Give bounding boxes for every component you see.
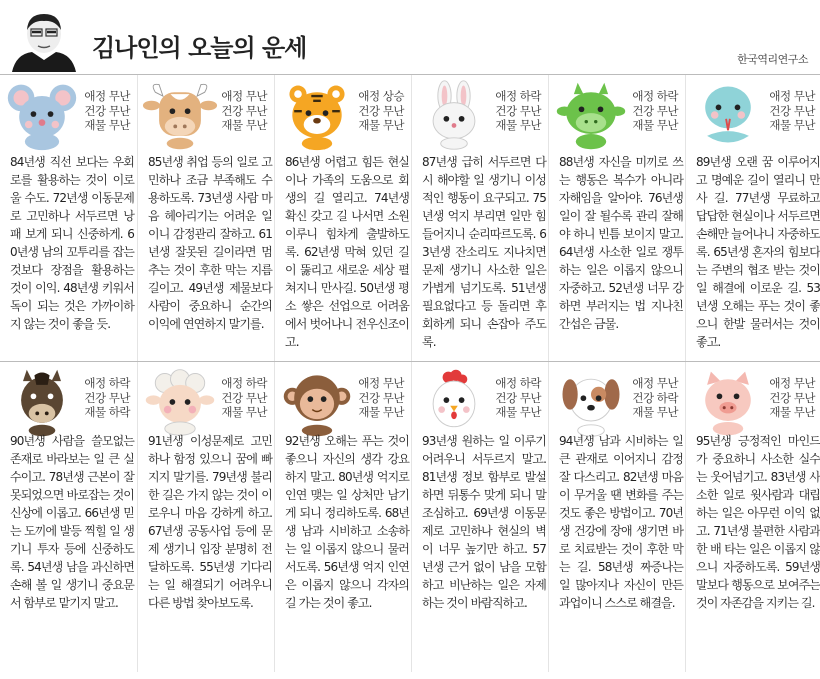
health-fortune: 건강 무난 [632,103,678,118]
fortune-text: 86년생 어렵고 힘든 현실이나 가족의 도움으로 회생의 길 열리고. 74년생 확신 갖고 길 나서면 소원 이루니 힘차게 출발하도록. 62년생 막혀 있던 길이 뚫리고 새로운 세상 펼쳐지니 만사길. 50년생 평소 쌓은 선업으로 어려움에서 벗어나니 전우신조이고. [285,155,409,349]
pig-icon [690,366,766,438]
love-fortune: 애정 무난 [221,89,267,103]
zodiac-cell-monkey [274,362,410,672]
page-title: 김나인의 오늘의 운세 [92,34,307,62]
tiger-icon [279,79,355,151]
zodiac-cell-horse [0,362,136,672]
fortune-summary [632,89,678,133]
zodiac-cell-dragon [548,75,684,361]
fortune-text: 87년생 급히 서두르면 다시 해야할 일 생기니 이성적인 행동이 요구되고. 75년생 억지 부리면 일만 힘들어지니 순리따르도록. 63년생 잔소리도 지나치면 문제 생기니 사소한 일은 가볍게 넘기도록. 51년생 필요없다고 등 돌리면 후회하게 되니 손잡아 주도록. [422,155,546,349]
zodiac-cell-rooster [411,362,547,672]
love-fortune: 애정 하락 [221,376,267,390]
fortune-text: 89년생 오랜 꿈 이루어지고 명예운 길이 열리니 만사 길. 77년생 무료하고 답답한 현실이나 서두르면 손해만 늘어나니 자중하도록. 65년생 혼자의 힘보다는 주변의 협조 받는 것이 일 해결에 이로운 길. 53년생 오해는 푸는 것이 좋으니 한발 물러서는 것이 좋고. [696,155,820,349]
fortune-text: 95년생 긍정적인 마인드가 중요하니 사소한 실수는 웃어넘기고. 83년생 사소한 일로 윗사람과 대립하는 일은 아무런 이익 없고. 71년생 불편한 사람과 한 배 타는 일은 이롭지 않으니 자중하도록. 59년생 말보다 행동으로 보여주는 것이 자존감을 지키는 길. [696,434,820,610]
health-fortune: 건강 무난 [495,390,541,405]
fortune-text: 94년생 남과 시비하는 일 큰 관재로 이어지니 감정 잘 다스리고. 82년생 마음이 무거울 땐 변화를 주는 것도 좋은 방법이고. 70년생 건강에 장애 생기면 바로 치료받는 것이 후한 막는 길. 58년생 짜증나는 일 많아지나 자신이 만든 과업이니 스스로 해결을. [559,434,683,610]
zodiac-cell-rat [0,75,136,361]
wealth-fortune: 재물 무난 [221,405,267,419]
love-fortune: 애정 하락 [495,89,541,103]
fortune-text: 93년생 원하는 일 이루기 어려우니 서두르지 말고. 81년생 정보 함부로 발설하면 뒤통수 맞게 되니 말조심하고. 69년생 이동문제로 고민하나 현실의 벽이 너무 높기만 하고. 57년생 근거 없이 남을 모함하고 비난하는 일은 자제하는 것이 바람직하고. [422,434,546,610]
wealth-fortune: 재물 무난 [84,118,130,132]
health-fortune: 건강 무난 [495,103,541,118]
wealth-fortune: 재물 무난 [769,405,815,419]
fortune-summary [221,376,267,420]
zodiac-cell-ox [137,75,273,361]
wealth-fortune: 재물 무난 [358,405,404,419]
fortune-text: 92년생 오해는 푸는 것이 좋으니 자신의 생각 강요하지 말고. 80년생 억지로 인연 맺는 일 상처만 남기게 되니 정리하도록. 68년생 남과 시비하고 소송하는 일 이롭지 않으니 물러서도록. 56년생 억지 인연은 이롭지 않으니 각자의 길 가는 것이 좋고. [285,434,409,610]
love-fortune: 애정 무난 [769,89,815,103]
columnist-portrait [8,8,80,72]
zodiac-cell-rabbit [411,75,547,361]
fortune-summary [84,376,130,420]
horse-icon [4,366,80,438]
wealth-fortune: 재물 무난 [632,405,678,419]
health-fortune: 건강 무난 [221,103,267,118]
fortune-summary [358,89,404,133]
fortune-text: 88년생 자신을 미끼로 쓰는 행동은 복수가 아니라 자해임을 알아야. 76년생 일이 잘 될수록 관리 잘해야 하니 빈틈 보이지 말고. 64년생 사소한 일로 쟁투하는 일은 이롭지 않으니 자중하고. 52년생 너무 강하면 부러지는 법 지나친 간섭은 금물. [559,155,683,331]
fortune-summary [632,376,678,420]
wealth-fortune: 재물 무난 [769,118,815,132]
fortune-summary [495,89,541,133]
love-fortune: 애정 무난 [769,376,815,390]
fortune-summary [221,89,267,133]
zodiac-cell-tiger [274,75,410,361]
zodiac-row-2 [0,362,820,672]
love-fortune: 애정 하락 [84,376,130,390]
fortune-summary [84,89,130,133]
monkey-icon [279,366,355,438]
love-fortune: 애정 상승 [358,89,404,103]
sheep-icon [142,366,218,438]
fortune-summary [769,89,815,133]
dog-icon [553,366,629,438]
rat-icon [4,79,80,151]
rabbit-icon [416,79,492,151]
wealth-fortune: 재물 무난 [632,118,678,132]
health-fortune: 건강 무난 [84,103,130,118]
wealth-fortune: 재물 무난 [358,118,404,132]
love-fortune: 애정 무난 [358,376,404,390]
health-fortune: 건강 무난 [769,390,815,405]
wealth-fortune: 재물 하락 [84,405,130,419]
zodiac-cell-pig [685,362,820,672]
rooster-icon [416,366,492,438]
snake-icon [690,79,766,151]
fortune-text: 85년생 취업 등의 일로 고민하나 조금 부족해도 수용하도록. 73년생 사람 마음 헤아리기는 어려운 일이니 감정관리 잘하고. 61년생 잘못된 길이라면 멈추는 것이 후한 막는 지름길이고. 49년생 제물보다 사람이 중요하니 순간의 이익에 연연하지 말기를. [148,155,272,331]
love-fortune: 애정 무난 [84,89,130,103]
fortune-summary [358,376,404,420]
health-fortune: 건강 무난 [358,390,404,405]
dragon-icon [553,79,629,151]
zodiac-cell-snake [685,75,820,361]
zodiac-cell-dog [548,362,684,672]
zodiac-row-1 [0,74,820,362]
health-fortune: 건강 무난 [769,103,815,118]
health-fortune: 건강 무난 [84,390,130,405]
fortune-text: 90년생 사람을 쓸모없는 존재로 바라보는 일 큰 실수이고. 78년생 근본이 잘못되었으면 바로잡는 것이 신상에 이롭고. 66년생 믿는 도끼에 발등 찍힐 일 생기니 투자 등에 신중하도록. 54년생 남을 과신하면 손해 볼 일 생기니 중요문서 함부로 맡기지 말고. [10,434,134,610]
love-fortune: 애정 무난 [632,376,678,390]
love-fortune: 애정 하락 [632,89,678,103]
fortune-text: 84년생 직선 보다는 우회로를 활용하는 것이 이로울 수도. 72년생 이동문제로 고민하나 서두르면 낭패 보게 되니 신중하게. 60년생 남의 꼬투리를 잡는 것보다 장점을 활용하는 것이 이익. 48년생 키워서 독이 되는 것은 가까이하지 않는 것이 좋을 듯. [10,155,134,331]
wealth-fortune: 재물 무난 [495,405,541,419]
wealth-fortune: 재물 무난 [221,118,267,132]
source-credit: 한국역리연구소 [737,53,808,66]
fortune-summary [495,376,541,420]
zodiac-cell-sheep [137,362,273,672]
health-fortune: 건강 무난 [221,390,267,405]
health-fortune: 건강 무난 [358,103,404,118]
wealth-fortune: 재물 무난 [495,118,541,132]
header [0,0,820,72]
fortune-summary [769,376,815,420]
love-fortune: 애정 하락 [495,376,541,390]
health-fortune: 건강 하락 [632,390,678,405]
ox-icon [142,79,218,151]
fortune-text: 91년생 이성문제로 고민하나 함정 있으니 꿈에 빠지지 말기를. 79년생 불리한 길은 가지 않는 것이 이로우니 마음 강하게 하고. 67년생 공동사업 등에 문제 생기니 입장 분명히 전달하도록. 55년생 기다리는 일 해결되기 어려우니 다른 방법 찾아보도록. [148,434,272,610]
